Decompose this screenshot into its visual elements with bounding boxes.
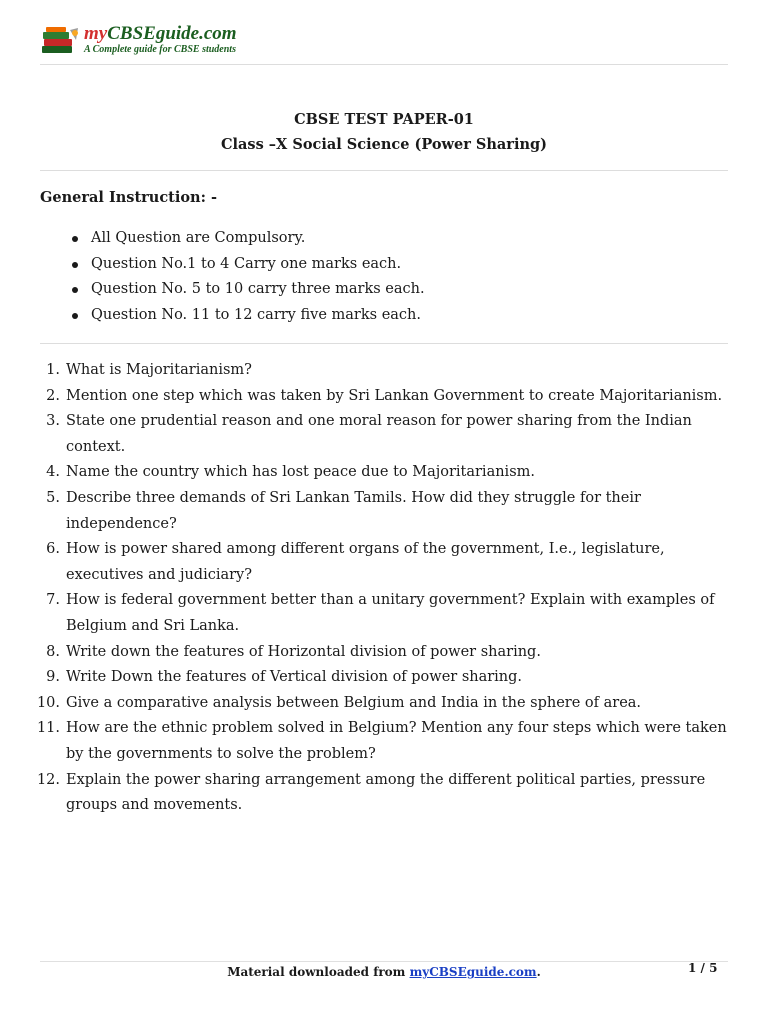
question-text: Name the country which has lost peace due to Majoritarianism. (66, 464, 535, 481)
question-number: 1. (46, 362, 60, 378)
question-item (0, 537, 768, 588)
question-number: 8. (46, 643, 60, 660)
question-item (0, 384, 768, 410)
question-text: Describe three demands of Sri Lankan Tamils. How did they struggle for their independence? (66, 489, 641, 532)
question-list (0, 358, 768, 819)
question-item (0, 665, 768, 691)
question-number: 4. (46, 464, 60, 481)
question-item (0, 486, 768, 537)
question-item (0, 716, 768, 767)
header-divider (40, 64, 728, 65)
site-logo[interactable] (84, 24, 237, 56)
question-text: Explain the power sharing arrangement among the different political parties, pressure groups and movements. (66, 771, 706, 814)
logo-my: my (84, 23, 108, 44)
paper-title (0, 107, 768, 157)
books-logo-icon (40, 26, 80, 56)
footer-site-link[interactable]: myCBSEguide.com (409, 965, 537, 979)
title-line-2: Class –X Social Science (Power Sharing) (220, 136, 548, 153)
question-text: How is power shared among different organs of the government, I.e., legislature, executives and judiciary? (66, 541, 665, 583)
question-number: 6. (46, 541, 60, 558)
question-number: 12. (36, 771, 60, 788)
logo-wordmark (84, 24, 237, 44)
question-number: 7. (46, 592, 60, 609)
logo-tagline: A Complete guide for CBSE students (84, 44, 236, 55)
question-item (0, 640, 768, 666)
question-number: 2. (46, 387, 60, 404)
question-text: State one prudential reason and one moral reason for power sharing from the Indian context. (66, 413, 692, 455)
instruction-item (66, 303, 425, 329)
question-item (0, 358, 768, 384)
question-text: How is federal government better than a unitary government? Explain with examples of Belgium and Sri Lanka. (66, 592, 715, 634)
question-item (0, 588, 768, 639)
instruction-text: Question No. 5 to 10 carry three marks each. (91, 281, 425, 298)
question-text: What is Majoritarianism? (66, 362, 252, 378)
question-text: How are the ethnic problem solved in Belgium? Mention any four steps which were taken by the governments to solve the problem? (66, 720, 727, 762)
title-line-1: CBSE TEST PAPER-01 (294, 111, 474, 128)
logo-guide: guide.com (155, 23, 237, 44)
footer-suffix: . (536, 965, 541, 979)
question-item (0, 691, 768, 717)
question-number: 9. (46, 669, 60, 686)
instruction-text: Question No. 11 to 12 carry five marks each. (91, 306, 421, 323)
page-number: 1 / 5 (688, 961, 718, 975)
question-text: Write Down the features of Vertical division of power sharing. (66, 669, 523, 686)
question-number: 11. (36, 720, 60, 737)
footer-prefix: Material downloaded from (227, 965, 410, 979)
question-number: 10. (36, 694, 60, 711)
instructions-heading: General Instruction: - (40, 189, 218, 206)
bullet-icon (72, 262, 78, 268)
instructions-list (66, 226, 425, 328)
logo-cbse: CBSE (107, 23, 156, 44)
bullet-icon (72, 287, 78, 293)
bullet-icon (72, 313, 78, 319)
question-item (0, 460, 768, 486)
question-item (0, 768, 768, 819)
site-header (40, 22, 728, 64)
instructions-divider (40, 343, 728, 344)
question-text: Write down the features of Horizontal division of power sharing. (66, 643, 541, 660)
question-item (0, 409, 768, 460)
question-number: 5. (46, 489, 60, 506)
instruction-item (66, 277, 425, 303)
instruction-item (66, 226, 425, 252)
question-number: 3. (46, 413, 60, 430)
page-footer (0, 962, 768, 982)
title-divider (40, 170, 728, 171)
instruction-text: All Question are Compulsory. (91, 230, 306, 246)
question-text: Mention one step which was taken by Sri Lankan Government to create Majoritarianism. (66, 387, 723, 404)
question-text: Give a comparative analysis between Belgium and India in the sphere of area. (66, 694, 642, 711)
instruction-item (66, 252, 425, 278)
bullet-icon (72, 236, 78, 242)
instruction-text: Question No.1 to 4 Carry one marks each. (91, 255, 402, 272)
